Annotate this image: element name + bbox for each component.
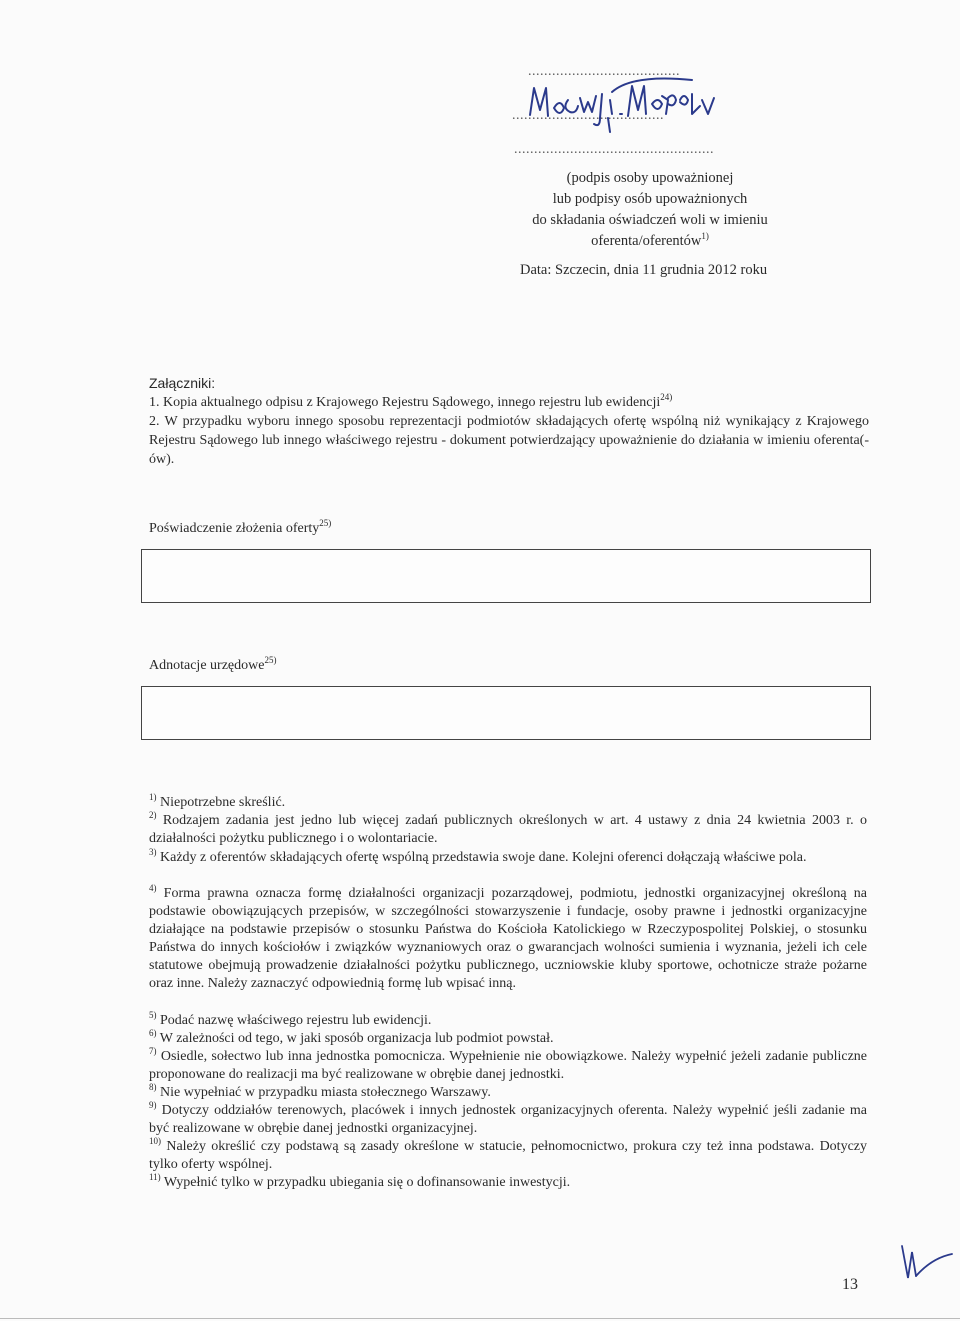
handwritten-initials — [896, 1238, 956, 1288]
footnote-text: W zależności od tego, w jaki sposób organizacja lub podmiot powstał. — [159, 1031, 554, 1046]
footnote-text: Rodzajem zadania jest jedno lub więcej zadań publicznych określonych w art. 4 ustawy z dnia 24 kwietnia 2003 r. o działalności pożytku publicznego i o wolontariacie. — [149, 813, 868, 846]
footnote-number: 7) — [149, 1046, 157, 1056]
signature-caption-line-2: lub podpisy osób upoważnionych — [552, 191, 748, 207]
page-number: 13 — [842, 1276, 858, 1293]
signature-dots-bottom: .................................................. — [514, 142, 714, 157]
footnote-number: 10) — [149, 1136, 161, 1146]
footnote-text: Podać nazwę właściwego rejestru lub ewidencji. — [160, 1013, 432, 1028]
footnote-number: 4) — [149, 883, 157, 893]
footnote-8 — [149, 1084, 867, 1102]
signature-caption-line-1: (podpis osoby upoważnionej — [566, 170, 734, 186]
footnote-text: Niepotrzebne skreślić. — [160, 795, 286, 810]
signature-caption-line-4-text: oferenta/oferentów — [591, 233, 702, 249]
footnote-number: 2) — [149, 810, 157, 820]
annotations-box — [141, 686, 871, 740]
annotations-label-text: Adnotacje urzędowe — [149, 658, 265, 673]
footnote-ref: 1) — [701, 231, 709, 241]
footnote-number: 6) — [149, 1028, 157, 1038]
footnote-number: 3) — [149, 847, 157, 857]
footnote-ref: 24) — [660, 392, 673, 402]
footnote-number: 5) — [149, 1010, 157, 1020]
signature-dots-middle: ...................................... — [512, 108, 664, 123]
attachment-item-1-text: 1. Kopia aktualnego odpisu z Krajowego Rejestru Sądowego, innego rejestru lub ewidencji — [149, 395, 661, 410]
footnote-ref: 25) — [264, 655, 277, 665]
footnote-text: Forma prawna oznacza formę działalności organizacji pozarządowej, podmiotu, jednostki organizacyjnej określoną na podstawie obowiązujących przepisów, w szczególności stowarzyszenie i fundacje, osoby prawne i jednostki organizacyjne działające na podstawie przepisów o stosunku Państwa do Kościoła Katolickiego w Rzeczypospolitej Polskiej, o stosunku Państwa do innych kościołów i związków wyznaniowych oraz o gwarancjach wolności sumienia i wyznania, jeżeli ich cele statutowe obejmują prowadzenie działalności pożytku publicznego, uczniowskie kluby sportowe, ochotnicze straże pożarne oraz inne. Należy zaznaczyć odpowiednią formę lub wpisać inną. — [149, 886, 867, 991]
footnote-text: Każdy z oferentów składających ofertę wspólną przedstawia swoje dane. Kolejni oferenci dołączają właściwe pola. — [160, 850, 807, 865]
confirmation-label — [149, 518, 332, 537]
footnote-7 — [149, 1048, 867, 1084]
footnote-number: 11) — [149, 1172, 161, 1182]
attachment-item-1 — [149, 393, 869, 412]
footnote-text: Dotyczy oddziałów terenowych, placówek i innych jednostek organizacyjnych oferenta. Należy wypełnić jeśli zadanie ma być realizowane w obrębie danej jednostki organizacyjnej. — [149, 1103, 868, 1136]
footnote-1 — [149, 794, 867, 812]
footnote-4 — [149, 885, 867, 993]
footnote-text: Osiedle, sołectwo lub inna jednostka pomocnicza. Wypełnienie nie obowiązkowe. Należy wypełnić jeżeli zadanie publiczne proponowane do realizacji ma być realizowane w obrębie danej jednostki. — [149, 1049, 867, 1082]
confirmation-box — [141, 549, 871, 603]
bottom-scan-edge — [0, 1318, 960, 1319]
footnote-9 — [149, 1102, 867, 1138]
attachments-heading: Załączniki: — [149, 375, 216, 391]
footnote-text: Należy określić czy podstawą są zasady określone w statucie, pełnomocnictwo, prokura czy też inna podstawa. Dotyczy tylko oferty wspólnej. — [149, 1139, 868, 1172]
footnote-number: 8) — [149, 1082, 157, 1092]
footnote-3 — [149, 849, 867, 867]
footnote-text: Wypełnić tylko w przypadku ubiegania się o dofinansowanie inwestycji. — [163, 1175, 571, 1190]
attachment-item-2: 2. W przypadku wyboru innego sposobu reprezentacji podmiotów składających ofertę wspólną niż wynikający z Krajowego Rejestru Sądowego lub innego właściwego rejestru - dokument potwierdzający upoważnienie do działania w imieniu oferenta(-ów). — [149, 414, 869, 467]
footnote-2 — [149, 812, 867, 848]
annotations-label — [149, 655, 277, 674]
signature-caption-line-3: do składania oświadczeń woli w imieniu — [532, 212, 768, 228]
footnote-11 — [149, 1174, 867, 1192]
handwritten-signature — [510, 70, 780, 140]
date-line: Data: Szczecin, dnia 11 grudnia 2012 roku — [520, 262, 768, 278]
confirmation-label-text: Poświadczenie złożenia oferty — [149, 521, 320, 536]
signature-dots-top: ...................................... — [528, 64, 680, 79]
footnote-text: Nie wypełniać w przypadku miasta stołecznego Warszawy. — [160, 1085, 491, 1100]
footnote-6 — [149, 1030, 867, 1048]
footnote-ref: 25) — [319, 518, 332, 528]
signature-caption — [470, 168, 830, 252]
footnote-number: 1) — [149, 792, 157, 802]
footnote-number: 9) — [149, 1100, 157, 1110]
footnote-5 — [149, 1012, 867, 1030]
footnote-10 — [149, 1138, 867, 1174]
signature-caption-line-4 — [470, 231, 830, 252]
